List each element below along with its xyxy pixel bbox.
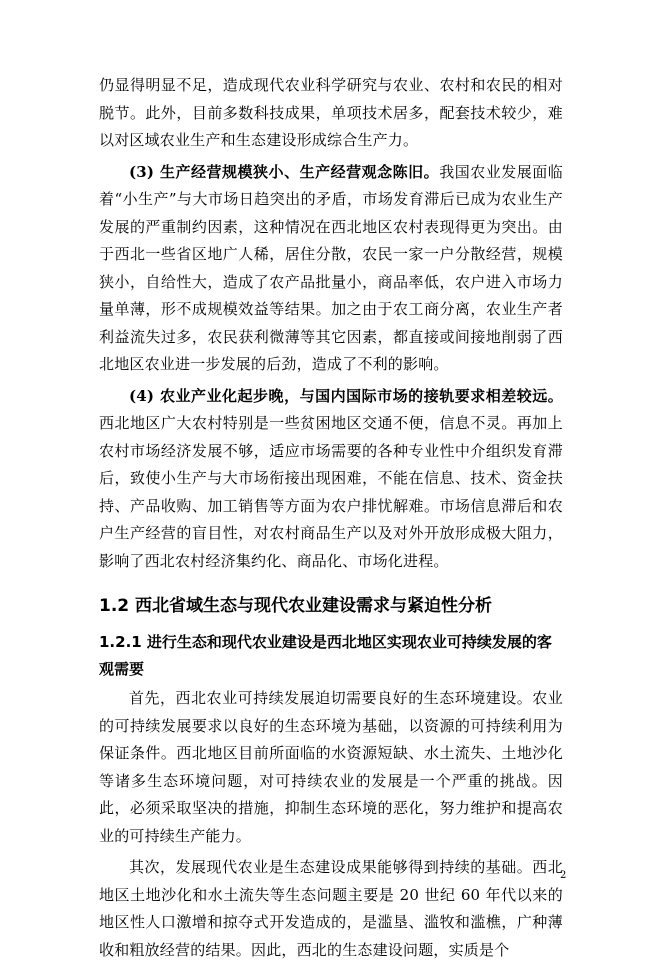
paragraph-3 — [99, 383, 563, 576]
paragraph-1: 仍显得明显不足，造成现代农业科学研究与农业、农村和农民的相对脱节。此外，目前多数科技成果，单项技术居多，配套技术较少，难以对区域农业生产和生态建设形成综合生产力。 — [99, 76, 563, 149]
section-heading: 1.2 西北省域生态与现代农业建设需求与紧迫性分析 — [99, 596, 493, 616]
paragraph-3-lead: (4) 农业产业化起步晚，与国内国际市场的接轨要求相差较远。 — [129, 386, 563, 405]
page-number: 2 — [560, 870, 567, 881]
paragraph-4: 首先，西北农业可持续发展迫切需要良好的生态环境建设。农业的可持续发展要求以良好的生态环境为基础，以资源的可持续利用为保证条件。西北地区目前所面临的水资源短缺、水土流失、土地沙化等诸多生态环境问题，对可持续农业的发展是一个严重的挑战。因此，必须采取坚决的措施，抑制生态环境的恶化，努力维护和提高农业的可持续生产能力。 — [99, 689, 563, 845]
paragraph-2-lead: (3) 生产经营规模狭小、生产经营观念陈旧。 — [129, 162, 440, 181]
paragraph-3-body: 西北地区广大农村特别是一些贫困地区交通不便，信息不灵。再加上农村市场经济发展不够，适应市场需要的各种专业性中介组织发育滞后，致使小生产与大市场衔接出现困难，不能在信息、技术、资金扶持、产品收购、加工销售等方面为农户排忧解难。市场信息滞后和农户生产经营的盲目性，对农村商品生产以及对外开放形成极大阻力，影响了西北农村经济集约化、商品化、市场化进程。 — [99, 414, 563, 570]
paragraph-2-body: 我国农业发展面临着“小生产”与大市场日趋突出的矛盾，市场发育滞后已成为农业生产发展的严重制约因素，这种情况在西北地区农村表现得更为突出。由于西北一些省区地广人稀，居住分散，农民一家一户分散经营，规模狭小，自给性大，造成了农产品批量小，商品率低，农户进入市场力量单薄，形不成规模效益等结果。加之由于农工商分离，农业生产者利益流失过多，农民获利微薄等其它因素，都直接或间接地削弱了西北地区农业进一步发展的后劲，造成了不利的影响。 — [99, 162, 563, 373]
paragraph-2 — [99, 159, 563, 379]
subsection-heading: 1.2.1 进行生态和现代农业建设是西北地区实现农业可持续发展的客观需要 — [99, 633, 552, 678]
document-page — [99, 72, 563, 968]
paragraph-5: 其次，发展现代农业是生态建设成果能够得到持续的基础。西北地区土地沙化和水土流失等生态问题主要是 20 世纪 60 年代以来的地区性人口激增和掠夺式开发造成的，是滥垦、滥牧和滥樵，广种薄收和粗放经营的结果。因此，西北的生态建设问题，实质是个 — [99, 858, 563, 959]
